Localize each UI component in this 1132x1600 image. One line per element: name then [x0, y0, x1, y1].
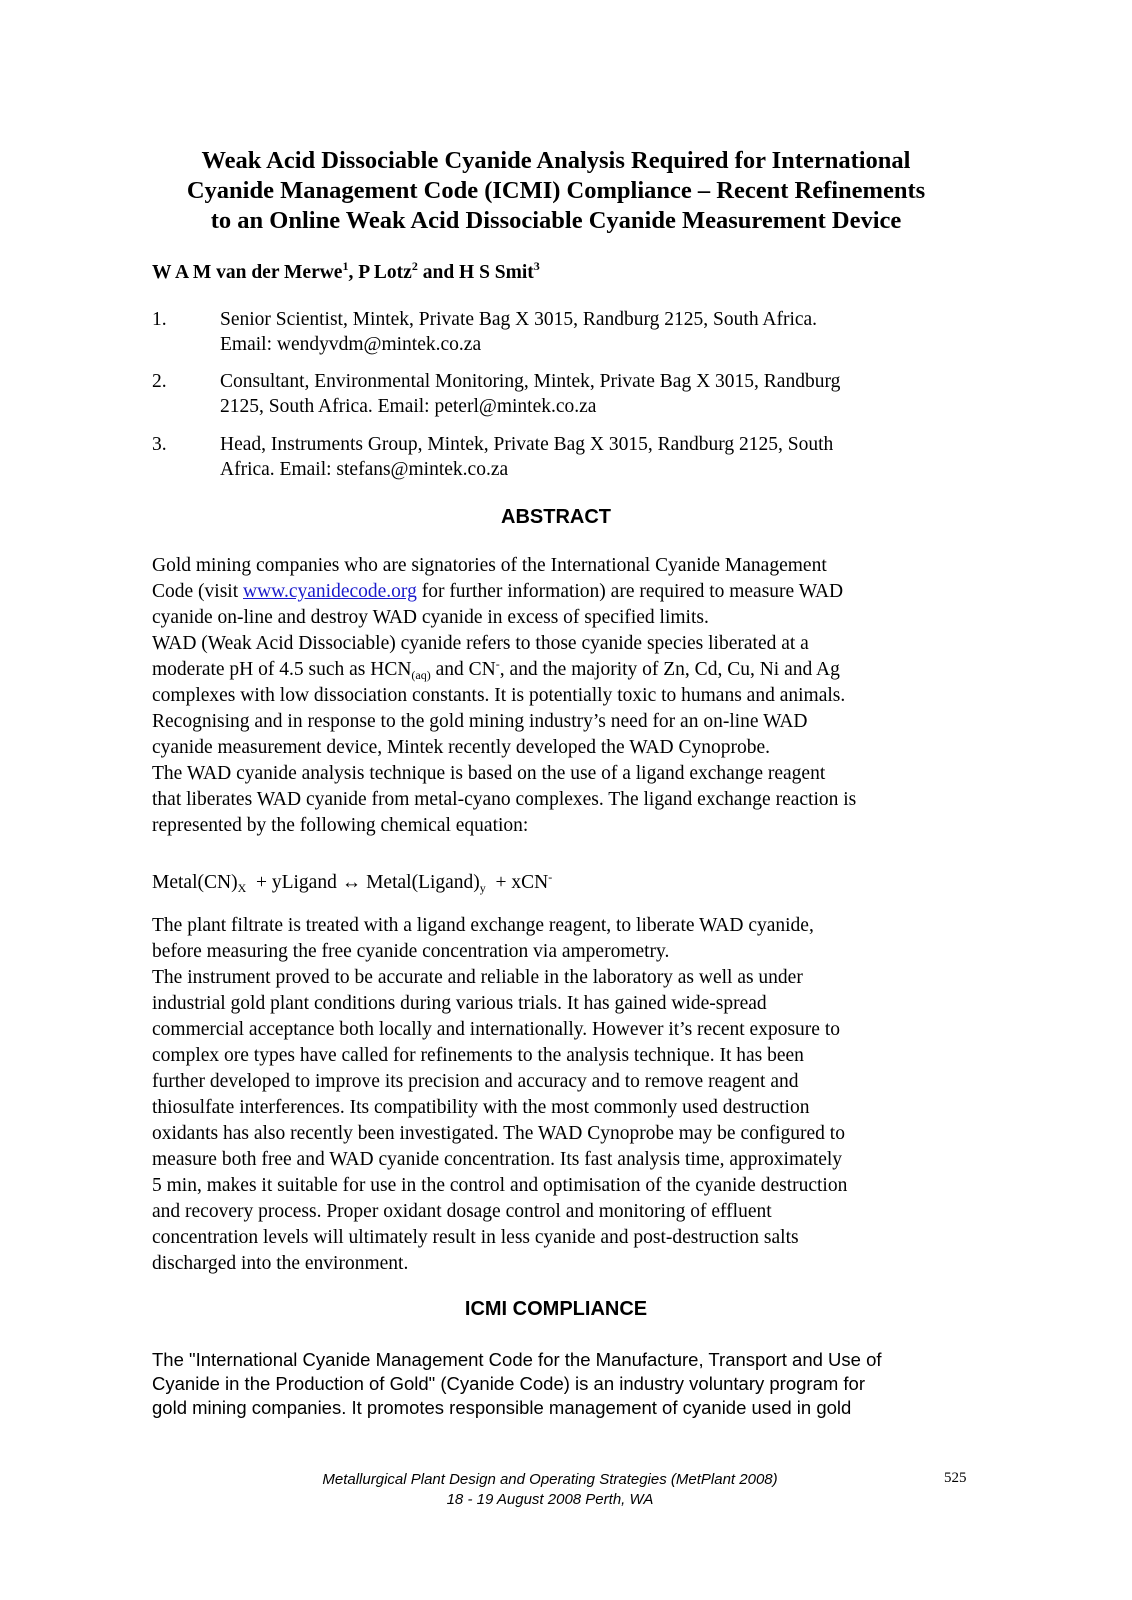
text-line: The WAD cyanide analysis technique is based on the use of a ligand exchange reagent — [152, 763, 826, 784]
footer-conference: Metallurgical Plant Design and Operating Strategies (MetPlant 2008) — [322, 1471, 778, 1488]
text-line: discharged into the environment. — [152, 1253, 409, 1274]
author-affiliation-mark: 3 — [533, 259, 540, 273]
text-line: complex ore types have called for refinements to the analysis technique. It has been — [152, 1045, 804, 1066]
affiliation-number: 2. — [152, 371, 167, 392]
page-footer — [250, 1470, 850, 1510]
text-line: and recovery process. Proper oxidant dosage control and monitoring of effluent — [152, 1201, 772, 1222]
author-name: W A M van der Merwe — [152, 262, 343, 283]
text-line: concentration levels will ultimately result in less cyanide and post-destruction salts — [152, 1227, 799, 1248]
text-line: cyanide measurement device, Mintek recently developed the WAD Cynoprobe. — [152, 737, 771, 758]
text-line: represented by the following chemical equation: — [152, 815, 529, 836]
text-line: Recognising and in response to the gold mining industry’s need for an on-line WAD — [152, 711, 808, 732]
cyanidecode-link[interactable]: www.cyanidecode.org — [243, 581, 417, 602]
text-line: industrial gold plant conditions during various trials. It has gained wide-spread — [152, 993, 767, 1014]
affiliation-text: Africa. Email: stefans@mintek.co.za — [220, 459, 509, 480]
text-line: oxidants has also recently been investigated. The WAD Cynoprobe may be configured to — [152, 1123, 845, 1144]
text-line: The plant filtrate is treated with a ligand exchange reagent, to liberate WAD cyanide, — [152, 915, 814, 936]
affiliation-number: 1. — [152, 309, 167, 330]
affiliation-number: 3. — [152, 434, 167, 455]
text-line: The "International Cyanide Management Code for the Manufacture, Transport and Use of — [152, 1349, 882, 1370]
affiliation-text: Email: wendyvdm@mintek.co.za — [220, 334, 482, 355]
text-line: The instrument proved to be accurate and reliable in the laboratory as well as under — [152, 967, 803, 988]
title-line: to an Online Weak Acid Dissociable Cyanide Measurement Device — [210, 207, 902, 234]
text-line: further developed to improve its precision and accuracy and to remove reagent and — [152, 1071, 799, 1092]
paper-title — [140, 146, 972, 236]
affiliation-text: Consultant, Environmental Monitoring, Mintek, Private Bag X 3015, Randburg — [220, 371, 841, 392]
title-line: Weak Acid Dissociable Cyanide Analysis Required for International — [201, 147, 911, 174]
text-line: moderate pH of 4.5 such as $HCN_{(aq)}$ and CN-, and the majority of Zn, Cd, Cu, Ni and Ag — [152, 657, 840, 682]
page-number: 525 — [944, 1470, 967, 1486]
affiliation-text: Head, Instruments Group, Mintek, Private Bag X 3015, Randburg 2125, South — [220, 434, 834, 455]
text-line: cyanide on-line and destroy WAD cyanide in excess of specified limits. — [152, 607, 709, 628]
abstract-paragraph — [152, 553, 856, 839]
text-line: Gold mining companies who are signatories of the International Cyanide Management — [152, 555, 827, 576]
title-line: Cyanide Management Code (ICMI) Compliance – Recent Refinements — [186, 177, 926, 204]
text-line: gold mining companies. It promotes responsible management of cyanide used in gold — [152, 1397, 852, 1418]
text-line: that liberates WAD cyanide from metal-cyano complexes. The ligand exchange reaction is — [152, 789, 857, 810]
footer-date: 18 - 19 August 2008 Perth, WA — [446, 1491, 654, 1508]
author-affiliation-mark: 2 — [411, 259, 418, 273]
text-line: WAD (Weak Acid Dissociable) cyanide refers to those cyanide species liberated at a — [152, 633, 809, 654]
text-line: Code (visit www.cyanidecode.org for further information) are required to measure WAD — [152, 581, 844, 602]
icmi-heading: ICMI COMPLIANCE — [464, 1298, 648, 1320]
abstract-paragraph — [152, 913, 847, 1277]
affiliation-text: Senior Scientist, Mintek, Private Bag X 3015, Randburg 2125, South Africa. — [220, 309, 818, 330]
text-line: thiosulfate interferences. Its compatibility with the most commonly used destruction — [152, 1097, 810, 1118]
author-name: , P Lotz — [348, 262, 412, 283]
affiliation-text: 2125, South Africa. Email: peterl@mintek.co.za — [220, 396, 597, 417]
author-name: and H S Smit — [417, 262, 534, 283]
author-affiliation-mark: 1 — [342, 259, 349, 273]
author-list — [152, 259, 540, 284]
text-line: measure both free and WAD cyanide concentration. Its fast analysis time, approximately — [152, 1149, 843, 1170]
text-line: Cyanide in the Production of Gold" (Cyanide Code) is an industry voluntary program for — [152, 1373, 866, 1394]
text-line: complexes with low dissociation constants. It is potentially toxic to humans and animals. — [152, 685, 846, 706]
icmi-paragraph — [152, 1348, 882, 1420]
abstract-heading: ABSTRACT — [501, 506, 611, 528]
text-line: before measuring the free cyanide concentration via amperometry. — [152, 941, 670, 962]
chemical-equation: $Metal(CN)_X$ + yLigand ↔ $Metal(Ligand)_y + xCN^-$ — [152, 870, 553, 895]
text-line: commercial acceptance both locally and internationally. However it’s recent exposure to — [152, 1019, 840, 1040]
text-line: 5 min, makes it suitable for use in the control and optimisation of the cyanide destruction — [152, 1175, 848, 1196]
